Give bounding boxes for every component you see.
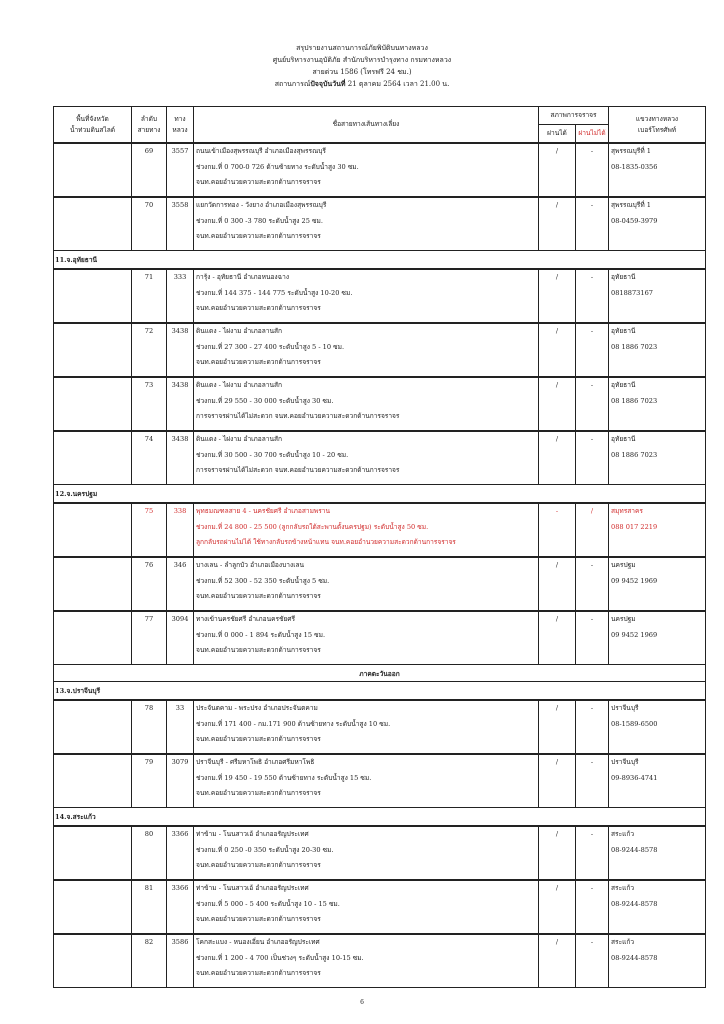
seq-cell: 69 <box>132 143 167 197</box>
table-row <box>54 611 706 665</box>
route-note: จนท.คอยอำนวยความสะดวกด้านการจราจร <box>196 915 321 923</box>
hotline-text: สายด่วน 1586 (โทรฟรี 24 ชม.) <box>312 68 412 76</box>
route-name: ท่าข้าม - โนนสาวเอ้ อำเภออรัญประเทศ <box>196 830 309 838</box>
area-cell <box>54 700 132 754</box>
nopass-cell: - <box>576 880 609 934</box>
pass-cell: / <box>539 934 576 988</box>
route-cell <box>194 197 539 251</box>
seq-cell: 82 <box>132 934 167 988</box>
seq-cell: 73 <box>132 377 167 431</box>
phone-number: 08-0459-3979 <box>611 216 658 225</box>
route-name: บางเลน - ลำลูกบัว อำเภอเมืองบางเลน <box>196 561 305 569</box>
section-label: 12.จ.นครปฐม <box>54 485 706 504</box>
route-name: ดินแดง - ไผ่งาม อำเภอลานสัก <box>196 381 282 389</box>
phone-number: 09 9452 1969 <box>611 576 658 585</box>
table-row <box>54 880 706 934</box>
route-section: ช่วงกม.ที่ 29 550 - 30 000 ระดับน้ำสูง 30 ซม. <box>196 396 334 405</box>
pass-cell: / <box>539 197 576 251</box>
area-cell <box>54 880 132 934</box>
area-cell <box>54 826 132 880</box>
highway-cell: 3366 <box>167 880 194 934</box>
route-note: จนท.คอยอำนวยความสะดวกด้านการจราจร <box>196 592 321 600</box>
report-header <box>0 42 724 90</box>
report-subtitle: ศูนย์บริหารงานอุบัติภัย สำนักบริหารบำรุงทาง กรมทางหลวง <box>272 56 452 64</box>
contact-cell <box>609 611 706 665</box>
highway-cell: 3438 <box>167 323 194 377</box>
col-contact: แขวงทางหลวง เบอร์โทรศัพท์ <box>609 107 706 144</box>
contact-cell <box>609 826 706 880</box>
col-highway: ทาง หลวง <box>167 107 194 144</box>
table-row <box>54 503 706 557</box>
section-label: 14.จ.สระแก้ว <box>54 808 706 827</box>
route-name: ปราจีนบุรี - ศรีมหาโพธิ อำเภอศรีมหาโพธิ <box>196 758 315 766</box>
province-section <box>54 682 706 701</box>
route-cell <box>194 323 539 377</box>
seq-cell: 72 <box>132 323 167 377</box>
contact-cell <box>609 880 706 934</box>
area-cell <box>54 754 132 808</box>
route-note: จนท.คอยอำนวยความสะดวกด้านการจราจร <box>196 232 321 240</box>
province-section <box>54 251 706 270</box>
route-cell <box>194 503 539 557</box>
seq-cell: 81 <box>132 880 167 934</box>
area-cell <box>54 934 132 988</box>
route-note: จนท.คอยอำนวยความสะดวกด้านการจราจร <box>196 861 321 869</box>
pass-cell: / <box>539 754 576 808</box>
contact-cell <box>609 143 706 197</box>
table-row <box>54 934 706 988</box>
contact-cell <box>609 754 706 808</box>
col-nopass: ผ่านไม่ได้ <box>576 125 609 144</box>
office-name: สุพรรณบุรีที่ 1 <box>611 201 651 209</box>
pass-cell: / <box>539 269 576 323</box>
route-cell <box>194 934 539 988</box>
table-row <box>54 377 706 431</box>
office-name: อุทัยธานี <box>611 435 636 443</box>
route-cell <box>194 143 539 197</box>
area-cell <box>54 197 132 251</box>
pass-cell: / <box>539 700 576 754</box>
highway-cell: 346 <box>167 557 194 611</box>
route-note: จนท.คอยอำนวยความสะดวกด้านการจราจร <box>196 646 321 654</box>
route-name: ดินแดง - ไผ่งาม อำเภอลานสัก <box>196 435 282 443</box>
highway-cell: 3557 <box>167 143 194 197</box>
highway-cell: 3094 <box>167 611 194 665</box>
office-name: สระแก้ว <box>611 938 635 946</box>
seq-cell: 71 <box>132 269 167 323</box>
nopass-cell: - <box>576 377 609 431</box>
route-section: ช่วงกม.ที่ 52 300 - 52 350 ระดับน้ำสูง 5 ซม. <box>196 576 330 585</box>
nopass-cell: - <box>576 754 609 808</box>
table-row <box>54 197 706 251</box>
route-cell <box>194 880 539 934</box>
area-cell <box>54 557 132 611</box>
phone-number: 09-8936-4741 <box>611 773 658 782</box>
route-name: โคกสะแบง - หนองเอี่ยน อำเภออรัญประเทศ <box>196 938 320 946</box>
col-seq: ลำดับ สายทาง <box>132 107 167 144</box>
route-section: ช่วงกม.ที่ 0 000 - 1 894 ระดับน้ำสูง 15 ซม. <box>196 630 326 639</box>
contact-cell <box>609 431 706 485</box>
col-pass: ผ่านได้ <box>539 125 576 144</box>
highway-cell: 3438 <box>167 377 194 431</box>
seq-cell: 70 <box>132 197 167 251</box>
route-name: ถนนเข้าเมืองสุพรรณบุรี อำเภอเมืองสุพรรณบุรี <box>196 147 326 155</box>
contact-cell <box>609 197 706 251</box>
route-section: ช่วงกม.ที่ 0 250 -0 350 ระดับน้ำสูง 20-30 ซม. <box>196 845 334 854</box>
nopass-cell: / <box>576 503 609 557</box>
seq-cell: 80 <box>132 826 167 880</box>
office-name: สระแก้ว <box>611 830 635 838</box>
highway-cell: 3558 <box>167 197 194 251</box>
region-header <box>54 665 706 682</box>
pass-cell: / <box>539 826 576 880</box>
phone-number: 08-9244-8578 <box>611 899 658 908</box>
pass-cell: / <box>539 880 576 934</box>
phone-number: 08-1589-6500 <box>611 719 658 728</box>
table-row <box>54 754 706 808</box>
highway-cell: 33 <box>167 700 194 754</box>
highway-cell: 3586 <box>167 934 194 988</box>
area-cell <box>54 269 132 323</box>
phone-number: 0818873167 <box>611 288 653 297</box>
pass-cell: / <box>539 557 576 611</box>
route-name: ประจันตคาม - พระปรง อำเภอประจันตคาม <box>196 704 318 712</box>
route-cell <box>194 431 539 485</box>
seq-cell: 76 <box>132 557 167 611</box>
table-row <box>54 143 706 197</box>
col-route: ชื่อสายทางเส้นทางเลี่ยง <box>194 107 539 144</box>
route-cell <box>194 700 539 754</box>
route-section: ช่วงกม.ที่ 171 400 - กม.171 900 ด้านซ้ายทาง ระดับน้ำสูง 10 ซม. <box>196 719 391 728</box>
table-row <box>54 431 706 485</box>
route-name: ท่าข้าม - โนนสาวเอ้ อำเภออรัญประเทศ <box>196 884 309 892</box>
seq-cell: 74 <box>132 431 167 485</box>
area-cell <box>54 503 132 557</box>
seq-cell: 79 <box>132 754 167 808</box>
highway-cell: 338 <box>167 503 194 557</box>
phone-number: 08-9244-8578 <box>611 845 658 854</box>
area-cell <box>54 323 132 377</box>
area-cell <box>54 377 132 431</box>
province-section <box>54 808 706 827</box>
pass-cell: / <box>539 323 576 377</box>
contact-cell <box>609 700 706 754</box>
section-label: 11.จ.อุทัยธานี <box>54 251 706 270</box>
flood-status-table <box>53 106 706 988</box>
route-note: จนท.คอยอำนวยความสะดวกด้านการจราจร <box>196 178 321 186</box>
route-note: ลูกกลับรถผ่านไม่ได้ ใช้ทางกลับรถข้างหน้าแทน จนท.คอยอำนวยความสะดวกด้านการจราจร <box>196 538 456 546</box>
route-note: จนท.คอยอำนวยความสะดวกด้านการจราจร <box>196 969 321 977</box>
office-name: สุพรรณบุรีที่ 1 <box>611 147 651 155</box>
pass-cell: / <box>539 143 576 197</box>
nopass-cell: - <box>576 197 609 251</box>
phone-number: 088 017 2219 <box>611 522 658 531</box>
office-name: นครปฐม <box>611 561 636 569</box>
report-title: สรุปรายงานสถานการณ์ภัยพิบัติบนทางหลวง <box>296 44 428 52</box>
table-row <box>54 700 706 754</box>
nopass-cell: - <box>576 700 609 754</box>
highway-cell: 3438 <box>167 431 194 485</box>
nopass-cell: - <box>576 934 609 988</box>
route-name: การุ้ง - อุทัยธานี อำเภอหนองฉาง <box>196 273 290 281</box>
route-section: ช่วงกม.ที่ 19 450 - 19 550 ด้านซ้ายทาง ระดับน้ำสูง 15 ซม. <box>196 773 372 782</box>
route-note: จนท.คอยอำนวยความสะดวกด้านการจราจร <box>196 304 321 312</box>
contact-cell <box>609 269 706 323</box>
office-name: นครปฐม <box>611 615 636 623</box>
route-section: ช่วงกม.ที่ 144 375 - 144 775 ระดับน้ำสูง 10-20 ซม. <box>196 288 353 297</box>
table-row <box>54 826 706 880</box>
route-cell <box>194 377 539 431</box>
highway-cell: 3366 <box>167 826 194 880</box>
nopass-cell: - <box>576 611 609 665</box>
route-note: การจราจรผ่านได้ไม่สะดวก จนท.คอยอำนวยความสะดวกด้านการจราจร <box>196 412 400 420</box>
report-date: สถานการณ์ปัจจุบันวันที่ 21 ตุลาคม 2564 เวลา 21.00 น. <box>274 79 450 88</box>
route-cell <box>194 611 539 665</box>
page-number: 6 <box>360 999 364 1006</box>
area-cell <box>54 611 132 665</box>
pass-cell: - <box>539 503 576 557</box>
route-section: ช่วงกม.ที่ 1 200 - 4 700 เป็นช่วงๆ ระดับน้ำสูง 10-15 ซม. <box>196 953 364 962</box>
phone-number: 08-1835-0356 <box>611 162 658 171</box>
office-name: อุทัยธานี <box>611 327 636 335</box>
area-cell <box>54 143 132 197</box>
office-name: ปราจีนบุรี <box>611 758 639 766</box>
route-cell <box>194 826 539 880</box>
nopass-cell: - <box>576 143 609 197</box>
section-label: 13.จ.ปราจีนบุรี <box>54 682 706 701</box>
nopass-cell: - <box>576 323 609 377</box>
phone-number: 08 1886 7023 <box>611 342 658 351</box>
contact-cell <box>609 377 706 431</box>
nopass-cell: - <box>576 826 609 880</box>
office-name: ปราจีนบุรี <box>611 704 639 712</box>
route-note: การจราจรผ่านได้ไม่สะดวก จนท.คอยอำนวยความสะดวกด้านการจราจร <box>196 466 400 474</box>
route-section: ช่วงกม.ที่ 5 000 - 5 400 ระดับน้ำสูง 10 - 15 ซม. <box>196 899 340 908</box>
phone-number: 09 9452 1969 <box>611 630 658 639</box>
pass-cell: / <box>539 431 576 485</box>
col-area: พื้นที่จังหวัด น้ำท่วมดินสไลด์ <box>54 107 132 144</box>
route-cell <box>194 754 539 808</box>
route-note: จนท.คอยอำนวยความสะดวกด้านการจราจร <box>196 358 321 366</box>
route-section: ช่วงกม.ที่ 27 300 - 27 400 ระดับน้ำสูง 5 - 10 ซม. <box>196 342 345 351</box>
contact-cell <box>609 934 706 988</box>
col-status: สภาพการจราจร <box>539 107 609 125</box>
phone-number: 08-9244-8578 <box>611 953 658 962</box>
route-name: พุทธมณฑลสาย 4 - นครชัยศรี อำเภอสามพราน <box>196 507 331 515</box>
office-name: สมุทรสาคร <box>611 507 643 515</box>
route-section: ช่วงกม.ที่ 0 300 -3 780 ระดับน้ำสูง 25 ซม. <box>196 216 323 225</box>
office-name: สระแก้ว <box>611 884 635 892</box>
pass-cell: / <box>539 377 576 431</box>
nopass-cell: - <box>576 431 609 485</box>
seq-cell: 78 <box>132 700 167 754</box>
route-section: ช่วงกม.ที่ 30 500 - 30 700 ระดับน้ำสูง 10 - 20 ซม. <box>196 450 349 459</box>
contact-cell <box>609 323 706 377</box>
nopass-cell: - <box>576 557 609 611</box>
contact-cell <box>609 557 706 611</box>
route-name: แยกวัดการทอง - วังยาง อำเภอเมืองสุพรรณบุรี <box>196 201 327 209</box>
phone-number: 08 1886 7023 <box>611 396 658 405</box>
route-note: จนท.คอยอำนวยความสะดวกด้านการจราจร <box>196 789 321 797</box>
table-row <box>54 323 706 377</box>
nopass-cell: - <box>576 269 609 323</box>
route-name: ดินแดง - ไผ่งาม อำเภอลานสัก <box>196 327 282 335</box>
office-name: อุทัยธานี <box>611 381 636 389</box>
route-section: ช่วงกม.ที่ 0 700-0 726 ด้านซ้ายทาง ระดับน้ำสูง 30 ซม. <box>196 162 359 171</box>
section-label: ภาคตะวันออก <box>54 665 706 682</box>
seq-cell: 77 <box>132 611 167 665</box>
route-cell <box>194 557 539 611</box>
area-cell <box>54 431 132 485</box>
highway-cell: 3079 <box>167 754 194 808</box>
table-row <box>54 269 706 323</box>
contact-cell <box>609 503 706 557</box>
pass-cell: / <box>539 611 576 665</box>
highway-cell: 333 <box>167 269 194 323</box>
route-section: ช่วงกม.ที่ 24 800 - 25 500 (ลูกกลับรถใต้สะพานตั้งนครปฐม) ระดับน้ำสูง 50 ซม. <box>196 522 429 531</box>
route-note: จนท.คอยอำนวยความสะดวกด้านการจราจร <box>196 735 321 743</box>
table-row <box>54 557 706 611</box>
province-section <box>54 485 706 504</box>
seq-cell: 75 <box>132 503 167 557</box>
office-name: อุทัยธานี <box>611 273 636 281</box>
route-cell <box>194 269 539 323</box>
route-name: ทางเข้านครชัยศรี อำเภอนครชัยศรี <box>196 615 296 623</box>
phone-number: 08 1886 7023 <box>611 450 658 459</box>
